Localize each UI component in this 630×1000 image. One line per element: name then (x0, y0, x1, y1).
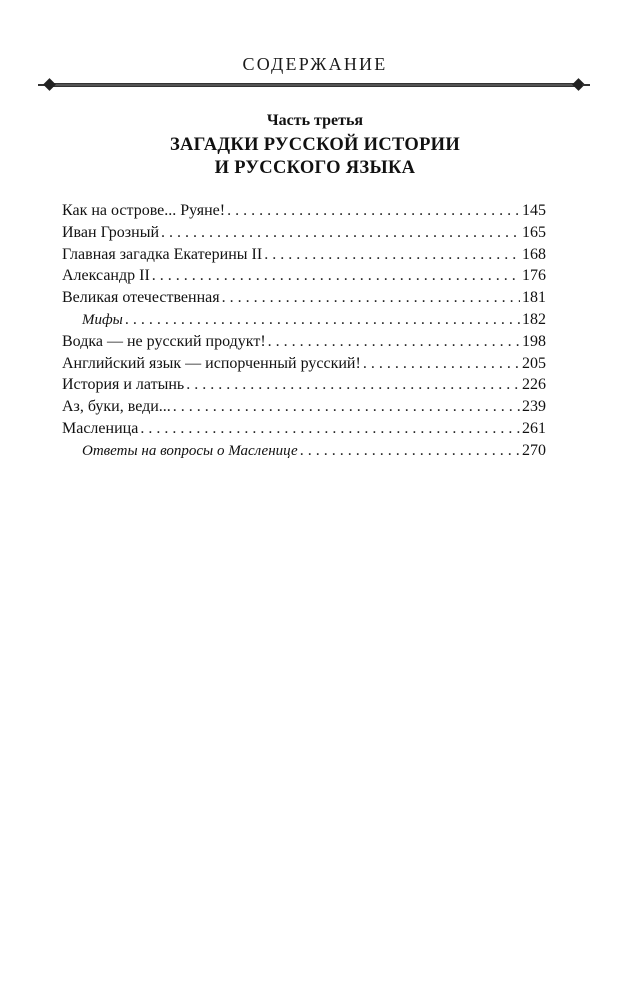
dot-leader (152, 265, 520, 287)
toc-entry-page: 198 (522, 332, 546, 350)
toc-entry[interactable] (62, 222, 546, 244)
toc-entry-title: История и латынь (62, 376, 185, 394)
toc-entry-title: Аз, буки, веди... (62, 398, 171, 416)
dot-leader (227, 200, 520, 222)
toc-subentry[interactable] (62, 309, 546, 331)
toc-entry-page: 181 (522, 289, 546, 307)
dot-leader (222, 287, 520, 309)
diamond-ornament-icon (43, 78, 56, 91)
toc-entry[interactable] (62, 244, 546, 266)
toc-entry-page: 165 (522, 223, 546, 241)
toc-entry-title: Английский язык — испорченный русский! (62, 354, 361, 372)
toc-entry-page: 205 (522, 354, 546, 372)
running-head: СОДЕРЖАНИЕ (242, 54, 388, 74)
toc-entry[interactable] (62, 374, 546, 396)
part-title-line-1: ЗАГАДКИ РУССКОЙ ИСТОРИИ (169, 135, 461, 155)
part-label: Часть третья (266, 112, 364, 129)
dot-leader (264, 244, 520, 266)
table-of-contents (62, 200, 546, 462)
part-title-line-2: И РУССКОГО ЯЗЫКА (214, 158, 416, 178)
rule-tip-right (582, 84, 590, 86)
toc-entry[interactable] (62, 331, 546, 353)
toc-subentry[interactable] (62, 440, 546, 462)
toc-entry-page: 182 (522, 310, 546, 328)
dot-leader (173, 396, 520, 418)
toc-entry-page: 176 (522, 267, 546, 285)
toc-entry-page: 168 (522, 245, 546, 263)
toc-entry[interactable] (62, 396, 546, 418)
toc-entry-title: Как на острове... Руяне! (62, 202, 226, 219)
toc-entry[interactable] (62, 353, 546, 375)
toc-entry-title: Главная загадка Екатерины II (62, 245, 263, 263)
toc-entry[interactable] (62, 200, 546, 222)
toc-entry[interactable] (62, 418, 546, 440)
toc-entry-page: 226 (522, 376, 546, 394)
toc-entry[interactable] (62, 265, 546, 287)
decorative-rule (38, 78, 590, 92)
toc-entry-page: 270 (522, 441, 546, 459)
toc-entry-page: 145 (522, 202, 546, 219)
dot-leader (140, 418, 520, 440)
toc-entry-page: 239 (522, 398, 546, 416)
toc-entry-title: Александр II (62, 267, 150, 285)
dot-leader (186, 374, 520, 396)
toc-entry-title: Масленица (62, 419, 139, 437)
rule-line (46, 83, 582, 87)
toc-entry-title: Ответы на вопросы о Масленице (82, 442, 298, 459)
dot-leader (125, 309, 520, 331)
dot-leader (161, 222, 520, 244)
toc-entry-page: 261 (522, 419, 546, 437)
toc-entry[interactable] (62, 287, 546, 309)
toc-entry-title: Великая отечественная (62, 289, 220, 307)
toc-entry-title: Водка — не русский продукт! (62, 332, 266, 350)
toc-entry-title: Мифы (82, 311, 123, 328)
dot-leader (363, 353, 520, 375)
part-title (0, 134, 630, 180)
toc-entry-title: Иван Грозный (62, 223, 159, 241)
dot-leader (300, 440, 520, 462)
dot-leader (268, 331, 520, 353)
